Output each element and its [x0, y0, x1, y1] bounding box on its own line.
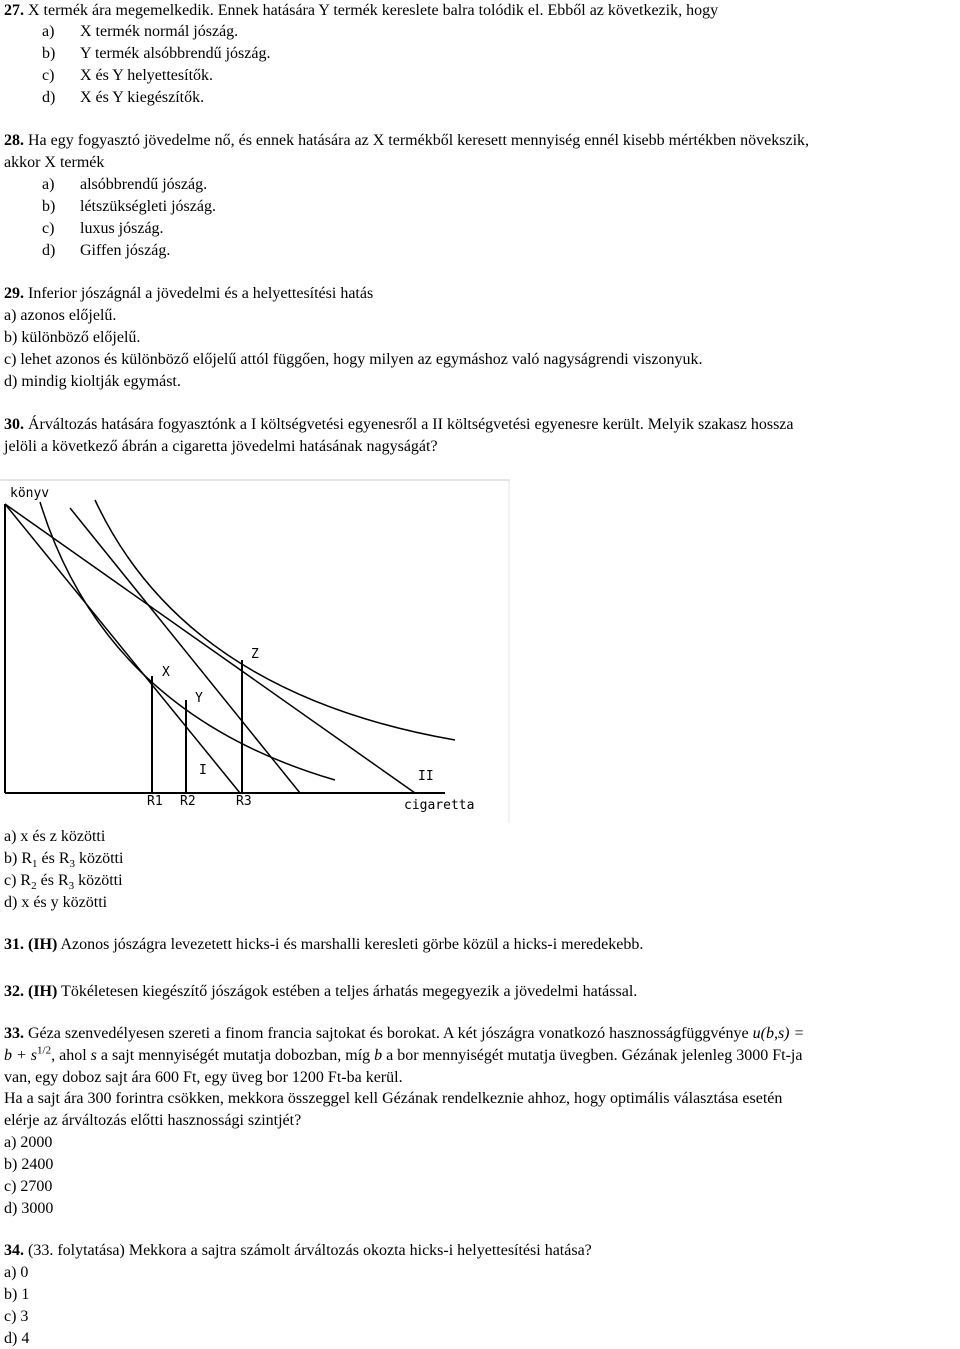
q34-option-c: c) 3 — [4, 1308, 29, 1325]
q30-number: 30. — [4, 416, 24, 433]
q33-stem-2: $b + s^{1/2}$, ahol s a sajt mennyiségét mutatja dobozban, míg b a bor mennyiségét mutatja üvegben. Gézának jelenleg 3000 Ft-ja — [4, 1044, 803, 1064]
q33-stem-3: van, egy doboz sajt ára 600 Ft, egy üveg bor 1200 Ft-ba kerül. — [4, 1069, 403, 1086]
q31-stem: 31. (IH) Azonos jószágra levezetett hicks-i és marshalli keresleti görbe közül a hicks-i meredekebb. — [4, 936, 644, 953]
q33-option-a: a) 2000 — [4, 1134, 53, 1151]
q27-stem — [4, 1, 718, 21]
q30-stem: 30. Árváltozás hatására fogyasztónk a I költségvetési egyenesről a II költségvetési egyenesre került. Melyik szakasz hossza — [4, 416, 794, 433]
q30-option-c: c) $R_2$ és $R_3$ közötti — [4, 872, 123, 893]
indifference-curve-figure — [0, 478, 512, 823]
q34-option-d: d) 4 — [4, 1330, 30, 1347]
line-I-label: I — [199, 763, 207, 778]
point-Z-label: Z — [251, 647, 259, 662]
q32-number: 32. — [4, 983, 24, 1000]
line-II-label: II — [418, 769, 434, 784]
point-Y-label: Y — [195, 691, 203, 706]
q27-option-d: d) X és Y kiegészítők. — [42, 89, 205, 106]
q31-tag: (IH) — [24, 936, 58, 953]
q29-stem: 29. Inferior jószágnál a jövedelmi és a helyettesítési hatás — [4, 285, 374, 302]
point-X-label: X — [162, 665, 170, 680]
q28-number: 28. — [4, 132, 24, 149]
q28-option-a: a) alsóbbrendű jószág. — [42, 176, 208, 193]
q28-option-d: d) Giffen jószág. — [42, 242, 171, 259]
x-axis-label: cigaretta — [404, 798, 475, 813]
q28-option-c: c) luxus jószág. — [42, 220, 164, 237]
q29-option-d: d) mindig kioltják egymást. — [4, 373, 181, 390]
q33-stem-4: Ha a sajt ára 300 forintra csökken, mekkora összeggel kell Gézának rendelkeznie ahhoz, hogy optimális választása esetén — [4, 1090, 783, 1107]
q34-number: 34. — [4, 1242, 24, 1259]
q29-number: 29. — [4, 285, 24, 302]
q27-text: X termék ára megemelkedik. Ennek hatására Y termék kereslete balra tolódik el. Ebből az következik, hogy — [24, 2, 719, 19]
q28-stem: 28. Ha egy fogyasztó jövedelme nő, és ennek hatására az X termékből keresett mennyiség ennél kisebb mértékben növekszik, — [4, 132, 810, 149]
q29-option-b: b) különböző előjelű. — [4, 329, 141, 346]
q30-stem-cont: jelöli a következő ábrán a cigaretta jövedelmi hatásának nagyságát? — [4, 438, 438, 455]
tick-R3-label: R3 — [236, 794, 252, 809]
q32-stem: 32. (IH) Tökéletesen kiegészítő jószágok estében a teljes árhatás megegyezik a jövedelmi hatással. — [4, 983, 638, 1000]
q33-option-b: b) 2400 — [4, 1156, 54, 1173]
q34-option-b: b) 1 — [4, 1286, 30, 1303]
q28-option-b: b) létszükségleti jószág. — [42, 198, 216, 215]
y-axis-label: könyv — [10, 486, 50, 501]
q30-option-b: b) $R_1$ és $R_3$ közötti — [4, 850, 124, 871]
q34-stem: 34. (33. folytatása) Mekkora a sajtra számolt árváltozás okozta hicks-i helyettesítési hatása? — [4, 1242, 592, 1259]
q33-stem-5: elérje az árváltozás előtti hasznossági szintjét? — [4, 1112, 302, 1129]
q33-option-c: c) 2700 — [4, 1178, 53, 1195]
q28-stem-cont: akkor X termék — [4, 154, 105, 171]
q32-tag: (IH) — [24, 983, 58, 1000]
q30-option-d: d) x és y közötti — [4, 894, 108, 911]
q33-option-d: d) 3000 — [4, 1200, 54, 1217]
q29-option-a: a) azonos előjelű. — [4, 307, 117, 324]
q27-option-b: b) Y termék alsóbbrendű jószág. — [42, 45, 271, 62]
q27-option-a: a) X termék normál jószág. — [42, 23, 239, 40]
q27-number: 27. — [4, 2, 24, 19]
tick-R1-label: R1 — [147, 794, 163, 809]
q33-number: 33. — [4, 1025, 24, 1042]
q33-stem-1: 33. Géza szenvedélyesen szereti a finom francia sajtokat és borokat. A két jószágra vonatkozó hasznosságfüggvénye u(b,s) = — [4, 1025, 805, 1042]
q34-option-a: a) 0 — [4, 1264, 29, 1281]
q29-option-c: c) lehet azonos és különböző előjelű attól függően, hogy milyen az egymáshoz való nagyságrendi viszonyuk. — [4, 351, 703, 368]
q30-option-a: a) x és z közötti — [4, 828, 106, 845]
q31-number: 31. — [4, 936, 24, 953]
tick-R2-label: R2 — [180, 794, 196, 809]
q27-option-c: c) X és Y helyettesítők. — [42, 67, 214, 84]
